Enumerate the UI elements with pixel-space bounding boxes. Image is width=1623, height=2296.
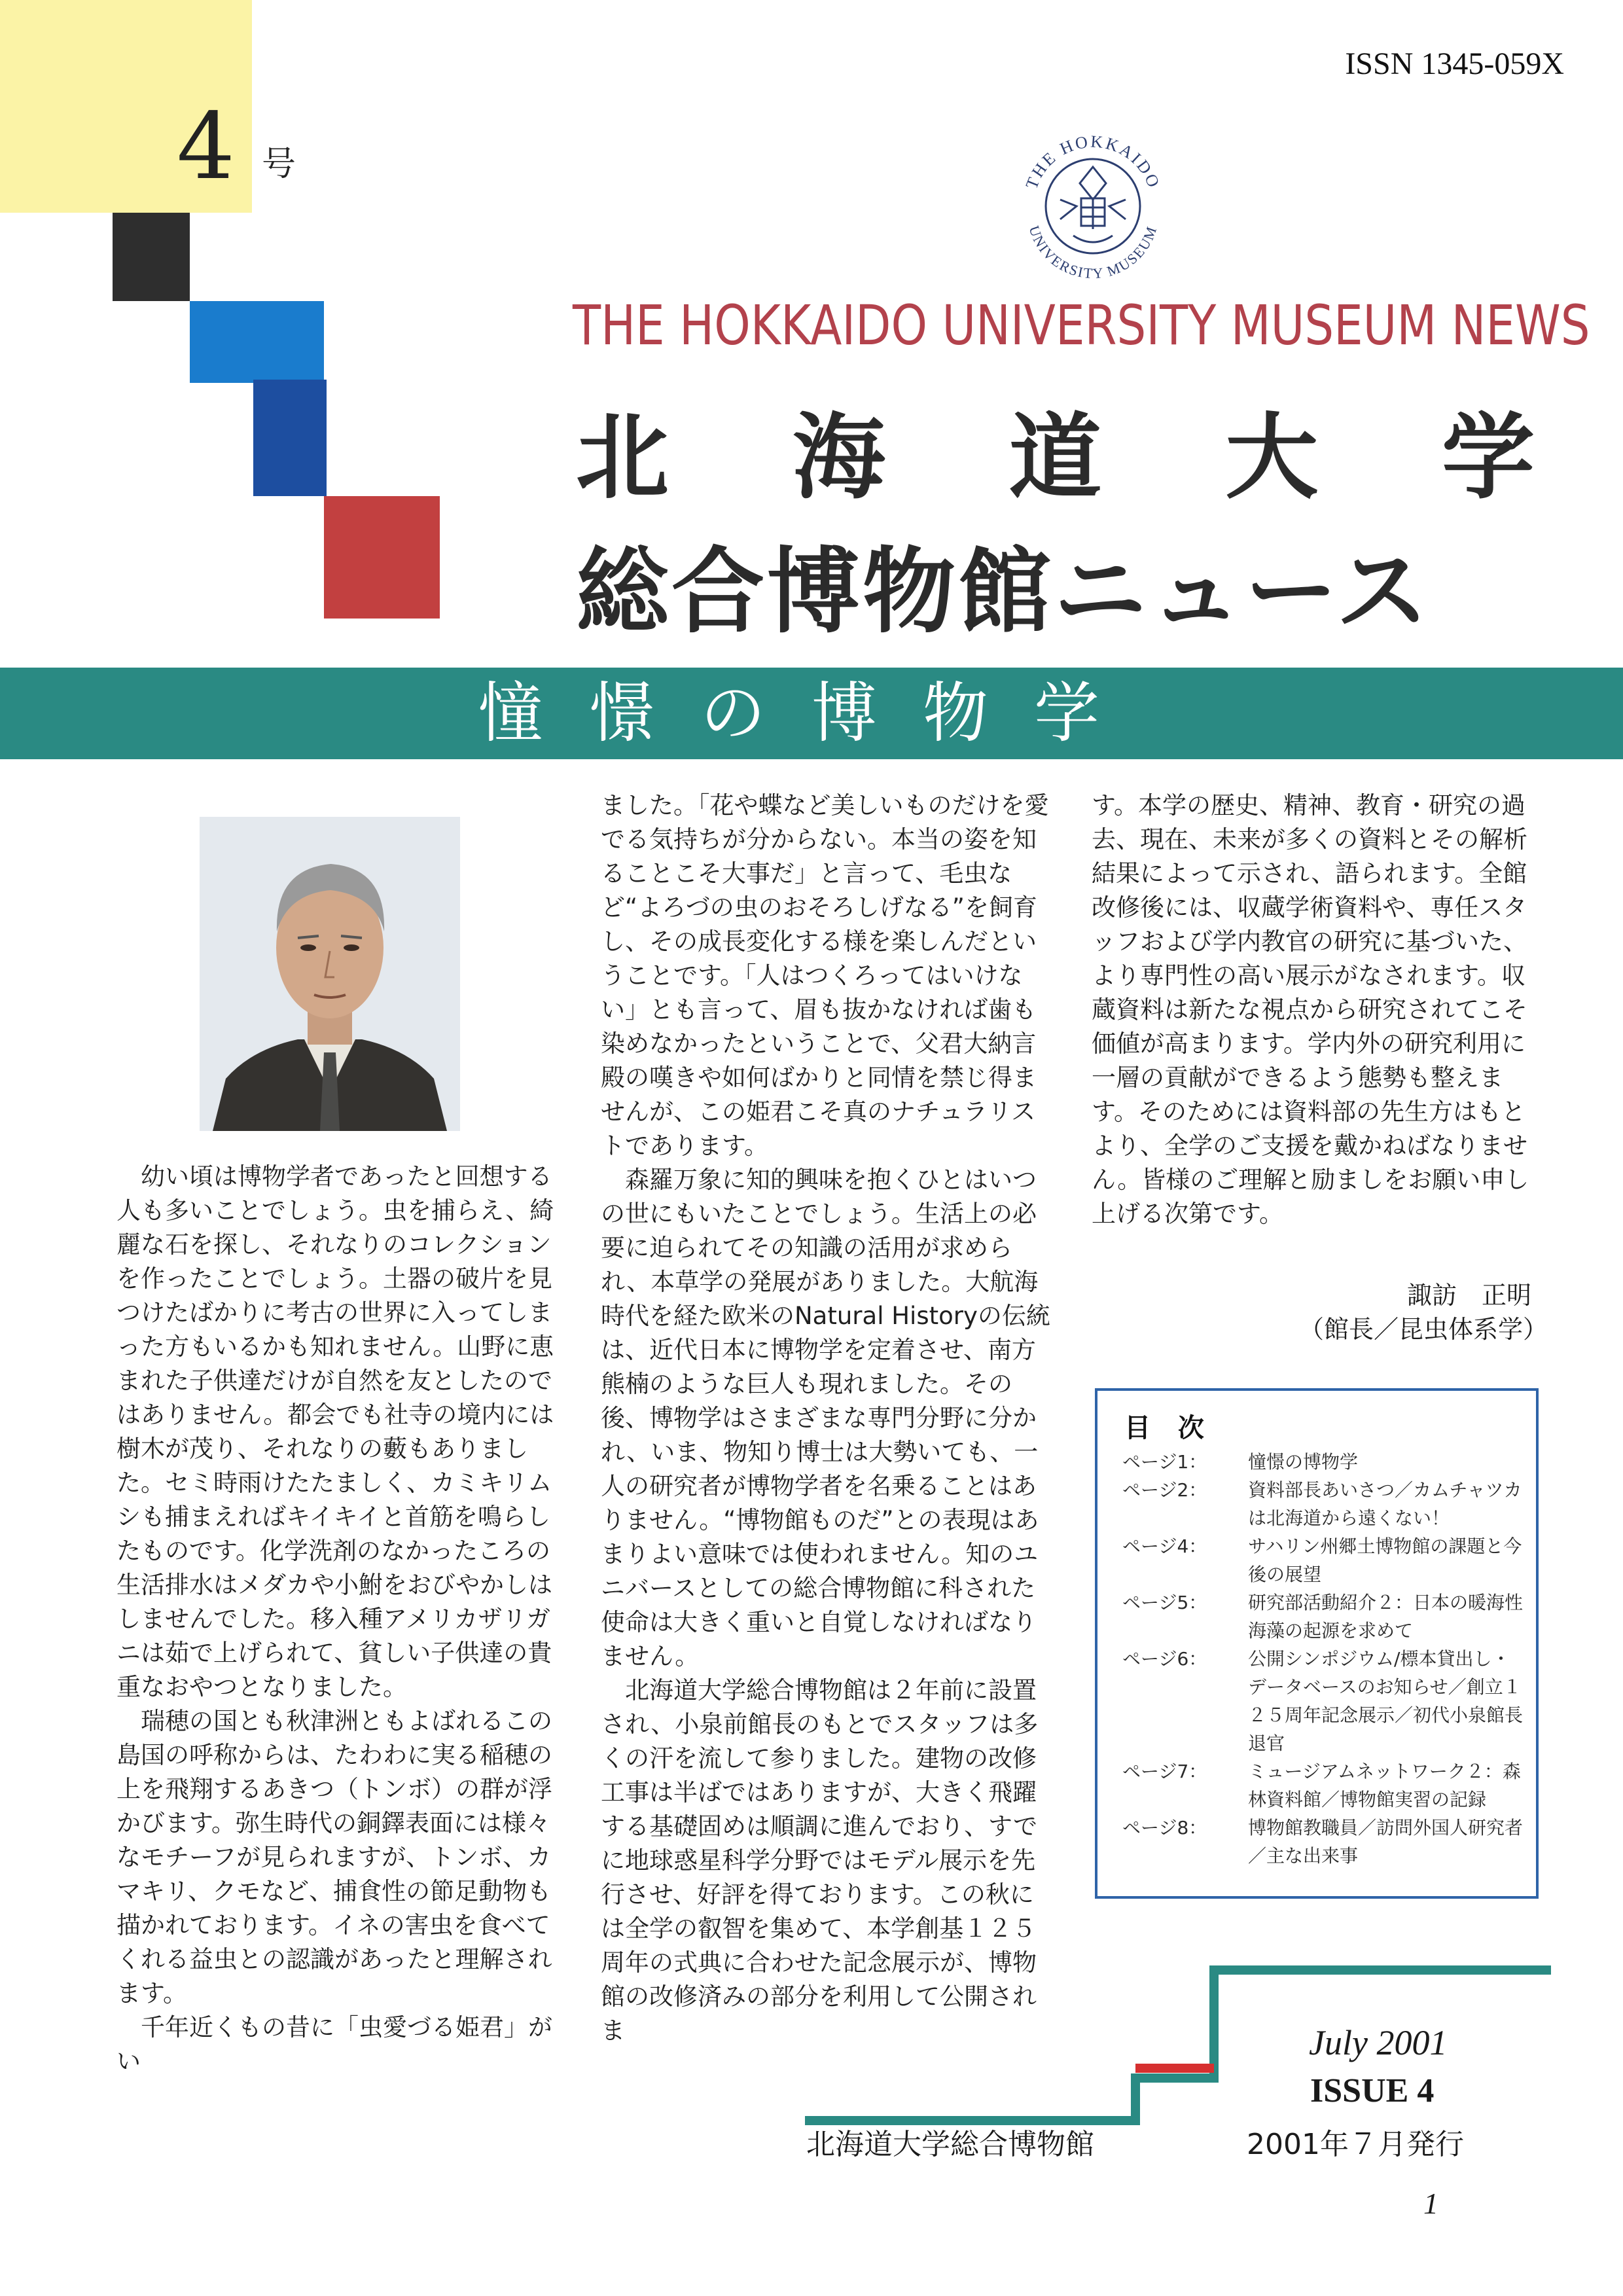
footer-date: July 2001 bbox=[1309, 2023, 1448, 2062]
issue-number: 4 bbox=[177, 94, 236, 200]
toc-page: ページ7： bbox=[1122, 1761, 1207, 1782]
author-title: （館長／昆虫体系学） bbox=[1299, 1315, 1548, 1344]
decor-square-lightblue bbox=[190, 301, 324, 383]
japanese-title-line2: 総合博物館ニュース bbox=[576, 537, 1431, 646]
toc-item[interactable] bbox=[1122, 1448, 1528, 1476]
svg-text:THE HOKKAIDO bbox=[1022, 132, 1164, 192]
toc-list bbox=[1122, 1448, 1528, 1870]
article-paragraph: 森羅万象に知的興味を抱くひとはいつの世にもいたことでしょう。生活上の必要に迫られてその知識の活用が求められ、本草学の発展がありました。大航海時代を経た欧米のNatural Historyの伝統は、近代日本に博物学を定着させ、南方熊楠のような巨人も現れました。その後、博物学はさまざまな専門分野に分かれ、いま、物知り博士は大勢いても、一人の研究者が博物学者を名乗ることはありません。“博物館ものだ”との表現はあまりよい意味では使われません。知のユニバースとしての総合博物館に科された使命は大きく重いと自覚しなければなりません。 bbox=[601, 1166, 1050, 1670]
footer-publisher: 北海道大学総合博物館 bbox=[806, 2128, 1094, 2161]
toc-desc: ミュージアムネットワーク２：森林資料館／博物館実習の記録 bbox=[1248, 1761, 1521, 1810]
article-paragraph: す。本学の歴史、精神、教育・研究の過去、現在、未来が多くの資料とその解析結果によって示され、語られます。全館改修後には、収蔵学術資料や、専任スタッフおよび学内教官の研究に基づいた、より専門性の高い展示がなされます。収蔵資料は新たな視点から研究されてこそ価値が高まります。学内外の研究利用に一層の貢献ができるよう態勢も整えます。そのためには資料部の先生方はもとより、全学のご支援を戴かねばなりません。皆様のご理解と励ましをお願い申し上げる次第です。 bbox=[1092, 791, 1529, 1228]
toc-desc: 資料部長あいさつ／カムチャツカは北海道から遠くない！ bbox=[1248, 1479, 1522, 1529]
title-char: 大 bbox=[1225, 403, 1319, 512]
toc-item[interactable] bbox=[1122, 1757, 1528, 1814]
toc-page: ページ1： bbox=[1122, 1451, 1207, 1473]
english-title: THE HOKKAIDO UNIVERSITY MUSEUM NEWS bbox=[573, 293, 1590, 357]
japanese-title-line1 bbox=[576, 383, 1535, 516]
director-portrait-photo bbox=[200, 817, 460, 1131]
toc-item[interactable] bbox=[1122, 1588, 1528, 1645]
toc-desc: 研究部活動紹介２：日本の暖海性海藻の起源を求めて bbox=[1248, 1592, 1524, 1641]
article-paragraph: 瑞穂の国とも秋津洲ともよばれるこの島国の呼称からは、たわわに実る稲穂の上を飛翔するあきつ（トンボ）の群が浮かびます。弥生時代の銅鐸表面には様々なモチーフが見られますが、トンボ、カマキリ、クモなど、捕食性の節足動物も描かれております。イネの害虫を食べてくれる益虫との認識があったと理解されます。 bbox=[116, 1707, 552, 2007]
decor-square-dark bbox=[113, 213, 190, 301]
issn: ISSN 1345-059X bbox=[1345, 46, 1564, 81]
article-column-2 bbox=[601, 789, 1052, 2048]
toc-item[interactable] bbox=[1122, 1814, 1528, 1870]
toc-heading: 目 次 bbox=[1124, 1413, 1213, 1443]
logo-text-bottom: UNIVERSITY MUSEUM bbox=[1026, 223, 1160, 282]
toc-item[interactable] bbox=[1122, 1532, 1528, 1588]
article-paragraph: ました。「花や蝶など美しいものだけを愛でる気持ちが分からない。本当の姿を知ることこそ大事だ」と言って、毛虫など“よろづの虫のおそろしげなる”を飼育し、その成長変化する様を楽しんだということです。「人はつくろってはいけない」とも言って、眉も抜かなければ歯も染めなかったということで、父君大納言殿の嘆きや如何ばかりと同情を禁じ得ませんが、この姫君こそ真のナチュラリストであります。 bbox=[601, 791, 1049, 1160]
article-column-3 bbox=[1092, 789, 1543, 1231]
museum-seal-logo bbox=[1008, 121, 1178, 291]
toc-desc: 博物館教職員／訪問外国人研究者／主な出来事 bbox=[1248, 1817, 1524, 1867]
toc-page: ページ5： bbox=[1122, 1592, 1207, 1613]
toc-desc: 公開シンポジウム/標本貸出し・データベースのお知らせ／創立１２５周年記念展示／初代小泉館長退官 bbox=[1248, 1648, 1524, 1754]
toc-page: ページ4： bbox=[1122, 1535, 1207, 1557]
toc-page: ページ6： bbox=[1122, 1648, 1207, 1670]
toc-desc: 憧憬の博物学 bbox=[1248, 1451, 1359, 1473]
author-name: 諏訪 正明 bbox=[1407, 1281, 1532, 1310]
issue-suffix: 号 bbox=[262, 145, 296, 184]
toc-page: ページ8： bbox=[1122, 1817, 1207, 1839]
title-char: 海 bbox=[792, 403, 885, 512]
banner-title: 憧憬の博物学 bbox=[478, 675, 1145, 751]
article-paragraph: 千年近くもの昔に「虫愛づる姫君」がい bbox=[116, 2013, 552, 2075]
title-char: 学 bbox=[1442, 403, 1535, 512]
toc-page: ページ2： bbox=[1122, 1479, 1207, 1501]
article-paragraph: 幼い頃は博物学者であったと回想する人も多いことでしょう。虫を捕らえ、綺麗な石を探し、それなりのコレクションを作ったことでしょう。土器の破片を見つけたばかりに考古の世界に入ってしまった方もいるかも知れません。山野に恵まれた子供達だけが自然を友としたのではありません。都会でも社寺の境内には樹木が茂り、それなりの藪もありました。セミ時雨けたたましく、カミキリムシも捕まえればキイキイと首筋を鳴らしたものです。化学洗剤のなかったころの生活排水はメダカや小鮒をおびやかしはしませんでした。移入種アメリカザリガニは茹で上げられて、貧しい子供達の貴重なおやつとなりました。 bbox=[116, 1162, 554, 1701]
toc-desc: サハリン州郷土博物館の課題と今後の展望 bbox=[1248, 1535, 1522, 1585]
decor-square-blue bbox=[253, 380, 327, 496]
toc-item[interactable] bbox=[1122, 1645, 1528, 1757]
decor-square-red bbox=[324, 496, 440, 619]
footer-issue: ISSUE 4 bbox=[1310, 2072, 1435, 2109]
page-number: 1 bbox=[1423, 2187, 1438, 2220]
article-paragraph: 北海道大学総合博物館は２年前に設置され、小泉前館長のもとでスタッフは多くの汗を流して参りました。建物の改修工事は半ばではありますが、大きく飛躍する基礎固めは順調に進んでおり、すでに地球惑星科学分野ではモデル展示を先行させ、好評を得ております。この秋には全学の叡智を集めて、本学創基１２５周年の式典に合わせた記念展示が、博物館の改修済みの部分を利用して公開されま bbox=[601, 1676, 1039, 2045]
logo-text-top: THE HOKKAIDO bbox=[1022, 132, 1164, 192]
title-char: 北 bbox=[576, 403, 669, 512]
toc-item[interactable] bbox=[1122, 1476, 1528, 1532]
footer-publish-date: 2001年７月発行 bbox=[1247, 2128, 1464, 2161]
title-char: 道 bbox=[1008, 403, 1102, 512]
article-column-1 bbox=[116, 1160, 559, 2079]
